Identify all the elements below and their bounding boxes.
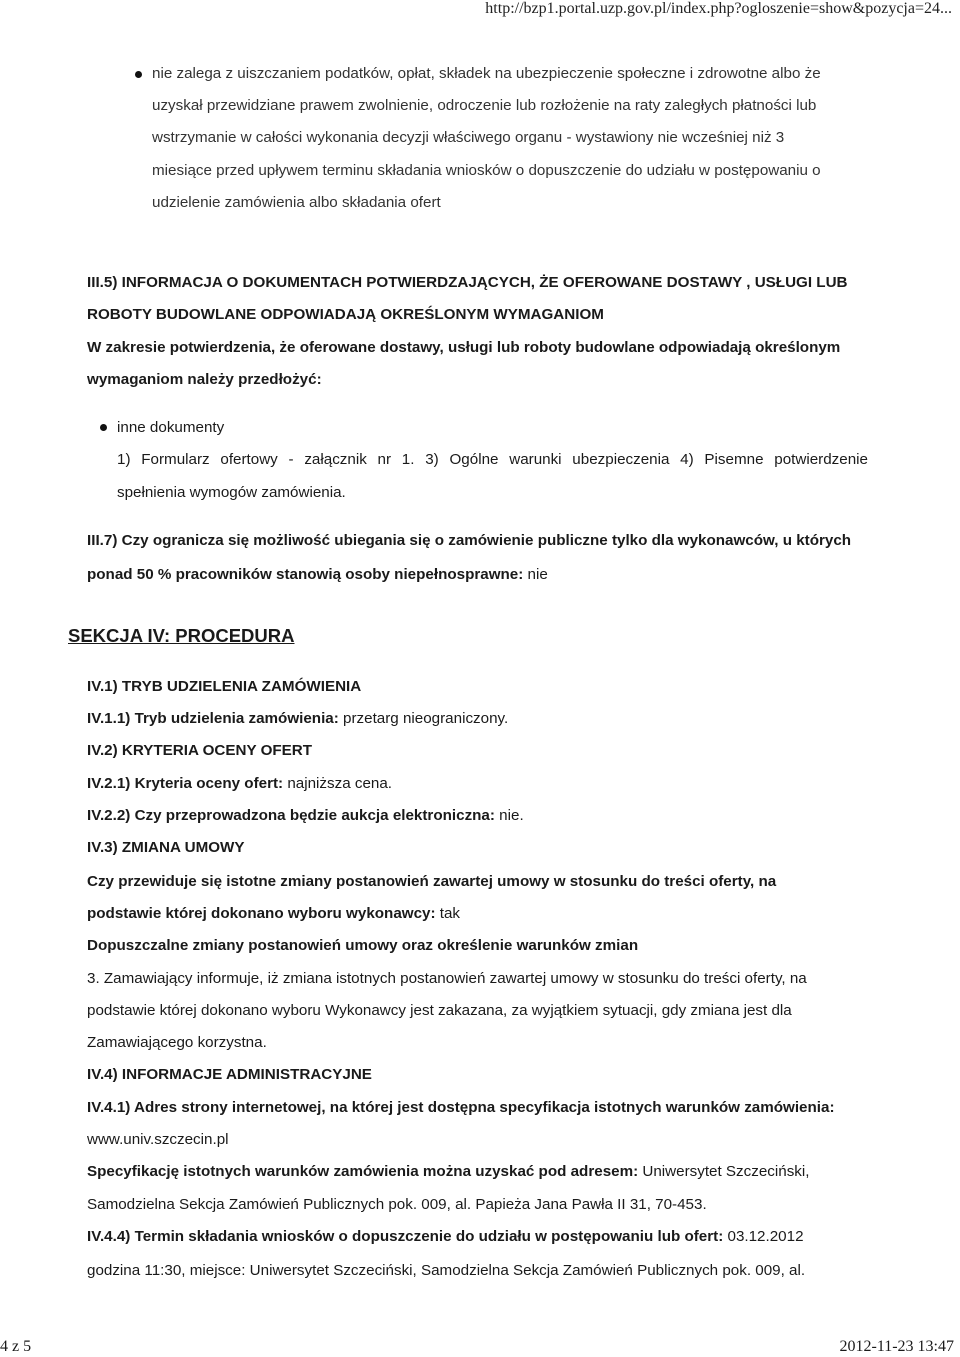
text-line: nie zalega z uiszczaniem podatków, opłat, składek na ubezpieczenie społeczne i zdrowotne albo że [152,65,821,82]
heading-iv3: IV.3) ZMIANA UMOWY [87,839,245,856]
field-value: 03.12.2012 [723,1228,804,1245]
text-line [87,1163,809,1180]
bullet-icon [100,424,107,431]
bullet-icon [135,71,142,78]
field-value: najniższa cena. [283,775,393,792]
section-title: SEKCJA IV: PROCEDURA [68,625,295,646]
text-line: uzyskał przewidziane prawem zwolnienie, odroczenie lub rozłożenie na raty zaległych płatności lub [152,97,817,114]
text-line: 3. Zamawiający informuje, iż zmiana istotnych postanowień zawartej umowy w stosunku do treści oferty, na [87,970,807,987]
text-line [87,807,524,824]
field-label: IV.2.1) Kryteria oceny ofert: [87,775,284,792]
text-line: Dopuszczalne zmiany postanowień umowy oraz określenie warunków zmian [87,937,639,954]
text-line: miesiące przed upływem terminu składania wniosków o dopuszczenie do udziału w postępowaniu o [152,162,821,179]
page-url: http://bzp1.portal.uzp.gov.pl/index.php?ogloszenie=show&pozycja=24... [485,0,952,17]
field-value: przetarg nieograniczony. [338,710,509,727]
field-label: podstawie której dokonano wyboru wykonawcy: [87,905,436,922]
heading-iii5: III.5) INFORMACJA O DOKUMENTACH POTWIERDZAJĄCYCH, ŻE OFEROWANE DOSTAWY , USŁUGI LUB [87,274,848,291]
text-line: Czy przewiduje się istotne zmiany postanowień zawartej umowy w stosunku do treści oferty, na [87,873,777,890]
text-line [87,775,392,792]
text-line [87,710,508,727]
text-line: wymaganiom należy przedłożyć: [87,371,322,388]
text-line: spełnienia wymogów zamówienia. [117,484,346,501]
page-number: 4 z 5 [0,1338,32,1355]
text-line: podstawie której dokonano wyboru Wykonawcy jest zakazana, za wyjątkiem sytuacji, gdy zmiana jest dla [87,1002,792,1019]
field-value: nie. [494,807,524,824]
text-line: Zamawiającego korzystna. [87,1034,267,1051]
text-line [87,566,548,583]
text-line [87,1228,804,1245]
heading-iv4: IV.4) INFORMACJE ADMINISTRACYJNE [87,1066,372,1083]
print-datetime: 2012-11-23 13:47 [839,1338,954,1355]
field-label: Specyfikację istotnych warunków zamówienia można uzyskać pod adresem: [87,1163,639,1180]
text-line: wstrzymanie w całości wykonania decyzji właściwego organu - wystawiony nie wcześniej niż 3 [152,129,785,146]
heading-iv2: IV.2) KRYTERIA OCENY OFERT [87,742,313,759]
field-label: IV.4.4) Termin składania wniosków o dopuszczenie do udziału w postępowaniu lub ofert: [87,1228,724,1245]
heading-iii5-cont: ROBOTY BUDOWLANE ODPOWIADAJĄ OKREŚLONYM WYMAGANIOM [87,306,604,323]
field-value: tak [435,905,461,922]
text-line: Samodzielna Sekcja Zamówień Publicznych pok. 009, al. Papieża Jana Pawła II 31, 70-453. [87,1196,707,1213]
text-line: W zakresie potwierdzenia, że oferowane dostawy, usługi lub roboty budowlane odpowiadają określonym [87,339,841,356]
text-line [87,905,460,922]
field-label: IV.1.1) Tryb udzielenia zamówienia: [87,710,339,727]
list-item: inne dokumenty [117,419,225,436]
text-line: IV.4.1) Adres strony internetowej, na której jest dostępna specyfikacja istotnych warunków zamówienia: [87,1099,835,1116]
text-line: godzina 11:30, miejsce: Uniwersytet Szczeciński, Samodzielna Sekcja Zamówień Publicznych pok. 009, al. [87,1262,806,1279]
heading-iv1: IV.1) TRYB UDZIELENIA ZAMÓWIENIA [87,678,362,695]
question-label: ponad 50 % pracowników stanowią osoby niepełnosprawne: [87,566,524,583]
website-url: www.univ.szczecin.pl [87,1131,229,1148]
text-line: udzielenie zamówienia albo składania ofert [152,194,441,211]
answer-value: nie [523,566,548,583]
heading-iii7: III.7) Czy ogranicza się możliwość ubiegania się o zamówienie publiczne tylko dla wykonawców, u których [87,532,852,549]
field-label: IV.2.2) Czy przeprowadzona będzie aukcja elektroniczna: [87,807,495,824]
text-line: 1) Formularz ofertowy - załącznik nr 1. 3) Ogólne warunki ubezpieczenia 4) Pisemne potwierdzenie [117,451,868,468]
field-value: Uniwersytet Szczeciński, [638,1163,810,1180]
